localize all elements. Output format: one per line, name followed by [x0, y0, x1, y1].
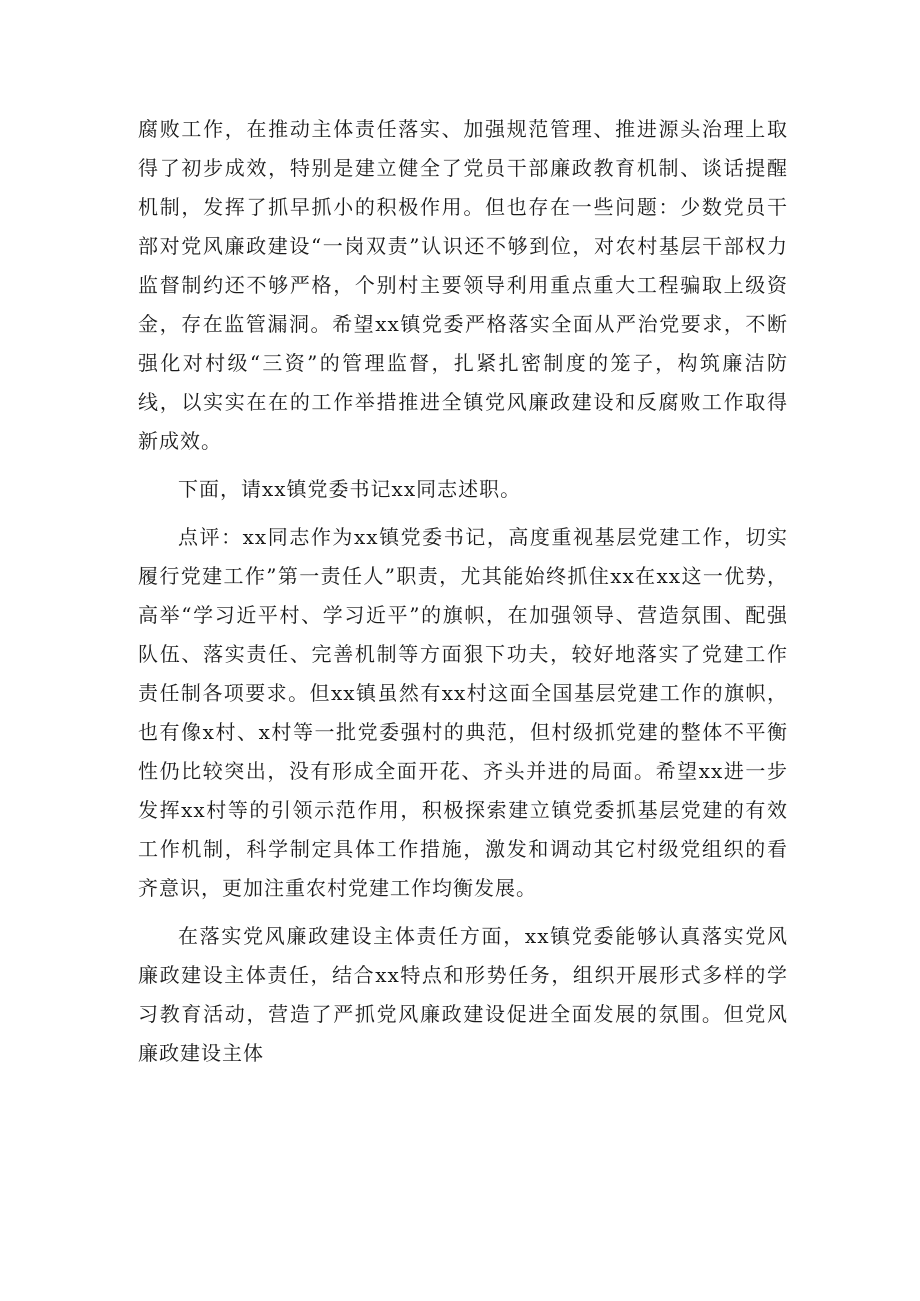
paragraph-continuation: 腐败工作，在推动主体责任落实、加强规范管理、推进源头治理上取得了初步成效，特别是建立健全了党员干部廉政教育机制、谈话提醒机制，发挥了抓早抓小的积极作用。但也存在一些问题：少数党员干部对党风廉政建设“一岗双责”认识还不够到位，对农村基层干部权力监督制约还不够严格，个别村主要领导利用重点重大工程骗取上级资金，存在监管漏洞。希望xx镇党委严格落实全面从严治党要求，不断强化对村级“三资”的管理监督，扎紧扎密制度的笼子，构筑廉洁防线，以实实在在的工作举措推进全镇党风廉政建设和反腐败工作取得新成效。	[138, 117, 788, 453]
paragraph-comment: 点评：xx同志作为xx镇党委书记，高度重视基层党建工作，切实履行党建工作”第一责任人”职责，尤其能始终抓住xx在xx这一优势，高举“学习近平村、学习近平”的旗帜，在加强领导、营造氛围、配强队伍、落实责任、完善机制等方面狠下功夫，较好地落实了党建工作责任制各项要求。但xx镇虽然有xx村这面全国基层党建工作的旗帜，也有像x村、x村等一批党委强村的典范，但村级抓党建的整体不平衡性仍比较突出，没有形成全面开花、齐头并进的局面。希望xx进一步发挥xx村等的引领示范作用，积极探索建立镇党委抓基层党建的有效工作机制，科学制定具体工作措施，激发和调动其它村级党组织的看齐意识，更加注重农村党建工作均衡发展。	[138, 525, 788, 900]
paragraph-invite-report: 下面，请xx镇党委书记xx同志述职。	[178, 477, 522, 501]
paragraph-integrity: 在落实党风廉政建设主体责任方面，xx镇党委能够认真落实党风廉政建设主体责任，结合xx特点和形势任务，组织开展形式多样的学习教育活动，营造了严抓党风廉政建设促进全面发展的氛围。但党风廉政建设主体	[138, 924, 788, 1065]
document-body	[138, 110, 788, 1082]
